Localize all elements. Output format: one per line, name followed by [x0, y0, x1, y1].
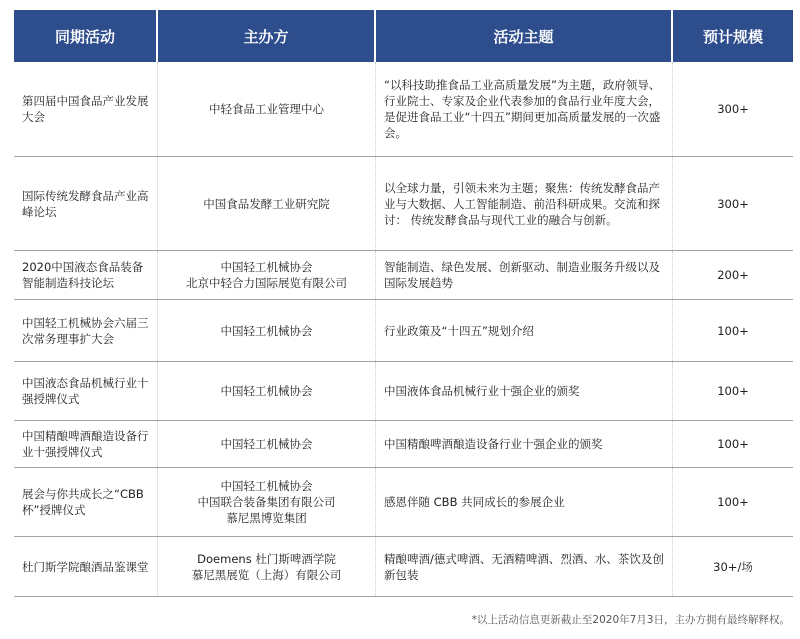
organizer-name: 中国轻工机械协会 [220, 384, 313, 398]
activity-cell: 中国轻工机械协会六届三次常务理事扩大会 [14, 300, 158, 361]
theme-cell: 中国精酿啤酒酿造设备行业十强企业的颁奖 [376, 421, 673, 467]
header-theme: 活动主题 [376, 10, 673, 62]
table-row [14, 537, 793, 597]
organizer-cell [158, 362, 376, 420]
table-row [14, 421, 793, 468]
table-row [14, 468, 793, 537]
table-row [14, 300, 793, 362]
organizer-cell [158, 421, 376, 467]
organizer-cell [158, 300, 376, 361]
scale-cell: 100+ [717, 384, 749, 398]
activity-cell: 第四届中国食品产业发展大会 [14, 62, 158, 156]
organizer-name: Doemens 杜门斯啤酒学院 [197, 551, 336, 566]
organizer-cell [158, 468, 376, 536]
table-body [14, 62, 793, 597]
table-row [14, 157, 793, 251]
organizer-cell [158, 251, 376, 299]
theme-cell: 行业政策及“十四五”规划介绍 [376, 300, 673, 361]
theme-cell: “以科技助推食品工业高质量发展”为主题，政府领导、行业院士、专家及企业代表参加的食品行业年度大会，是促进食品工业“十四五”期间更加高质量发展的一次盛会。 [376, 62, 673, 156]
activity-cell: 展会与你共成长之“CBB杯”授牌仪式 [14, 468, 158, 536]
organizer-name: 北京中轻合力国际展览有限公司 [186, 276, 347, 290]
organizer-name: 慕尼黑博览集团 [226, 511, 307, 525]
organizer-name: 中国轻工机械协会 [220, 323, 313, 338]
header-activity: 同期活动 [14, 10, 158, 62]
header-organizer: 主办方 [158, 10, 376, 62]
organizer-cell [158, 537, 376, 596]
scale-cell: 100+ [717, 437, 749, 451]
activity-cell: 中国精酿啤酒酿造设备行业十强授牌仪式 [14, 421, 158, 467]
table-row [14, 362, 793, 421]
scale-cell: 200+ [717, 268, 749, 282]
scale-cell: 100+ [717, 495, 749, 509]
scale-cell: 30+/场 [713, 559, 753, 574]
activities-table [14, 10, 793, 597]
organizer-cell [158, 157, 376, 250]
scale-cell: 100+ [717, 323, 749, 338]
organizer-name: 中国食品发酵工业研究院 [203, 196, 330, 211]
theme-cell: 智能制造、绿色发展、创新驱动、制造业服务升级以及国际发展趋势 [376, 251, 673, 299]
organizer-name: 中轻食品工业管理中心 [209, 102, 324, 116]
table-row [14, 62, 793, 157]
organizer-name: 慕尼黑展览（上海）有限公司 [191, 567, 342, 582]
theme-cell: 中国液体食品机械行业十强企业的颁奖 [376, 362, 673, 420]
activity-cell: 2020中国液态食品装备智能制造科技论坛 [14, 251, 158, 299]
header-scale: 预计规模 [702, 27, 763, 46]
activity-cell: 杜门斯学院酿酒品鉴课堂 [14, 537, 158, 596]
activity-cell: 中国液态食品机械行业十强授牌仪式 [14, 362, 158, 420]
theme-cell: 精酿啤酒/德式啤酒、无酒精啤酒、烈酒、水、茶饮及创新包装 [376, 537, 673, 596]
table-header [14, 10, 793, 62]
theme-cell: 感恩伴随 CBB 共同成长的参展企业 [376, 468, 673, 536]
organizer-name: 中国联合装备集团有限公司 [197, 495, 336, 509]
organizer-name: 中国轻工机械协会 [220, 437, 313, 451]
organizer-cell [158, 62, 376, 156]
activity-cell: 国际传统发酵食品产业高峰论坛 [14, 157, 158, 250]
scale-cell: 300+ [717, 102, 749, 116]
scale-cell: 300+ [717, 196, 749, 211]
theme-cell: 以全球力量，引领未来为主题；聚焦：传统发酵食品产业与大数据、人工智能制造、前沿科研成果。交流和探讨： 传统发酵食品与现代工业的融合与创新。 [376, 157, 673, 250]
organizer-name: 中国轻工机械协会 [220, 479, 313, 493]
footnote: *以上活动信息更新截止至2020年7月3日，主办方拥有最终解释权。 [471, 614, 790, 626]
organizer-name: 中国轻工机械协会 [220, 260, 313, 274]
table-row [14, 251, 793, 300]
